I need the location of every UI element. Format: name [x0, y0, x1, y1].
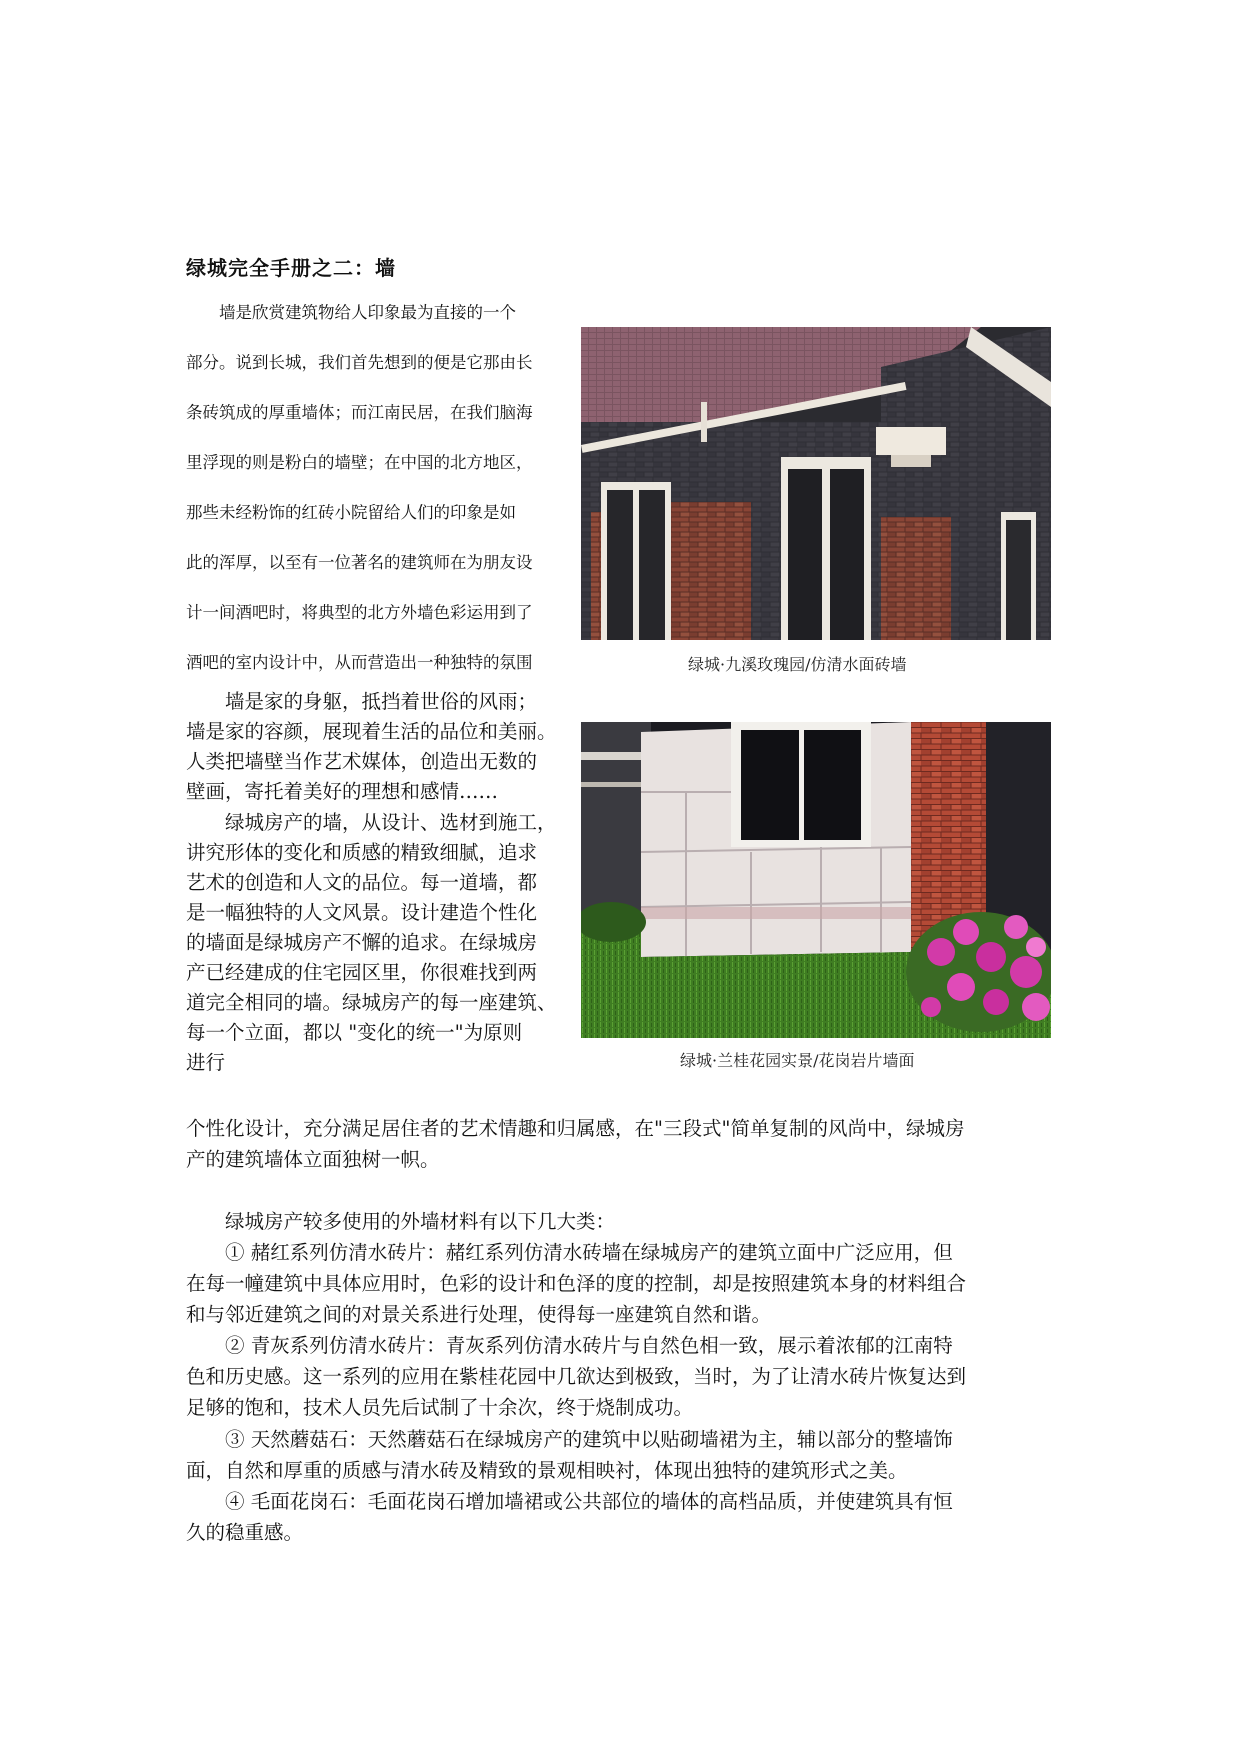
- material-item-1: ① 赭红系列仿清水砖片：赭红系列仿清水砖墙在绿城房产的建筑立面中广泛应用，但: [186, 1241, 953, 1264]
- text-line: 个性化设计，充分满足居住者的艺术情趣和归属感，在"三段式"简单复制的风尚中，绿城房: [186, 1117, 965, 1140]
- text-line: 面，自然和厚重的质感与清水砖及精致的景观相映衬，体现出独特的建筑形式之美。: [186, 1459, 908, 1482]
- text-line: 进行: [186, 1051, 226, 1074]
- text-line: 的墙面是绿城房产不懈的追求。在绿城房: [186, 931, 538, 954]
- text-line: 久的稳重感。: [186, 1521, 304, 1544]
- material-item-3: ③ 天然蘑菇石：天然蘑菇石在绿城房产的建筑中以贴砌墙裙为主，辅以部分的整墙饰: [186, 1428, 953, 1451]
- text-line: 足够的饱和，技术人员先后试制了十余次，终于烧制成功。: [186, 1396, 694, 1419]
- text-line: 和与邻近建筑之间的对景关系进行处理，使得每一座建筑自然和谐。: [186, 1303, 772, 1326]
- material-item-4: ④ 毛面花岗石：毛面花岗石增加墙裙或公共部位的墙体的高档品质，并使建筑具有恒: [186, 1490, 953, 1513]
- granite-wall-garden-image: [581, 722, 1051, 1038]
- text-line: 此的浑厚，以至有一位著名的建筑师在为朋友设: [186, 553, 533, 572]
- text-line: 酒吧的室内设计中，从而营造出一种独特的氛围: [186, 653, 533, 672]
- text-line: 里浮现的则是粉白的墙壁；在中国的北方地区，: [186, 453, 533, 472]
- text-line: 艺术的创造和人文的品位。每一道墙，都: [186, 871, 538, 894]
- text-line: 壁画，寄托着美好的理想和感情……: [186, 780, 499, 803]
- material-item-2: ② 青灰系列仿清水砖片：青灰系列仿清水砖片与自然色相一致，展示着浓郁的江南特: [186, 1334, 953, 1357]
- text-line: 墙是家的身躯，抵挡着世俗的风雨；: [186, 690, 538, 713]
- text-line: 是一幅独特的人文风景。设计建造个性化: [186, 901, 538, 924]
- text-line: 那些未经粉饰的红砖小院留给人们的印象是如: [186, 503, 516, 522]
- page-title: 绿城完全手册之二：墙: [186, 256, 396, 280]
- photo2-caption: 绿城·兰桂花园实景/花岗岩片墙面: [680, 1051, 915, 1070]
- text-line: 道完全相同的墙。绿城房产的每一座建筑、: [186, 991, 557, 1014]
- photo1-caption: 绿城·九溪玫瑰园/仿清水面砖墙: [688, 655, 907, 674]
- brick-wall-house-photo: [581, 327, 1051, 640]
- text-line: 墙是家的容颜，展现着生活的品位和美丽。: [186, 720, 557, 743]
- text-line: 色和历史感。这一系列的应用在紫桂花园中几欲达到极致，当时，为了让清水砖片恢复达到: [186, 1365, 967, 1388]
- text-line: 产已经建成的住宅园区里，你很难找到两: [186, 961, 538, 984]
- text-line: 人类把墙壁当作艺术媒体，创造出无数的: [186, 750, 538, 773]
- text-line: 墙是欣赏建筑物给人印象最为直接的一个: [186, 303, 516, 322]
- text-line: 部分。说到长城，我们首先想到的便是它那由长: [186, 353, 533, 372]
- text-line: 产的建筑墙体立面独树一帜。: [186, 1148, 440, 1171]
- brick-wall-house-image: [581, 327, 1051, 640]
- text-line: 讲究形体的变化和质感的精致细腻，追求: [186, 841, 538, 864]
- text-line: 每一个立面，都以 "变化的统一"为原则: [186, 1021, 523, 1044]
- materials-intro: 绿城房产较多使用的外墙材料有以下几大类：: [186, 1210, 616, 1233]
- granite-wall-garden-photo: [581, 722, 1051, 1038]
- text-line: 绿城房产的墙，从设计、选材到施工，: [186, 811, 557, 834]
- text-line: 在每一幢建筑中具体应用时，色彩的设计和色泽的度的控制，却是按照建筑本身的材料组合: [186, 1272, 967, 1295]
- text-line: 计一间酒吧时，将典型的北方外墙色彩运用到了: [186, 603, 533, 622]
- text-line: 条砖筑成的厚重墙体；而江南民居，在我们脑海: [186, 403, 533, 422]
